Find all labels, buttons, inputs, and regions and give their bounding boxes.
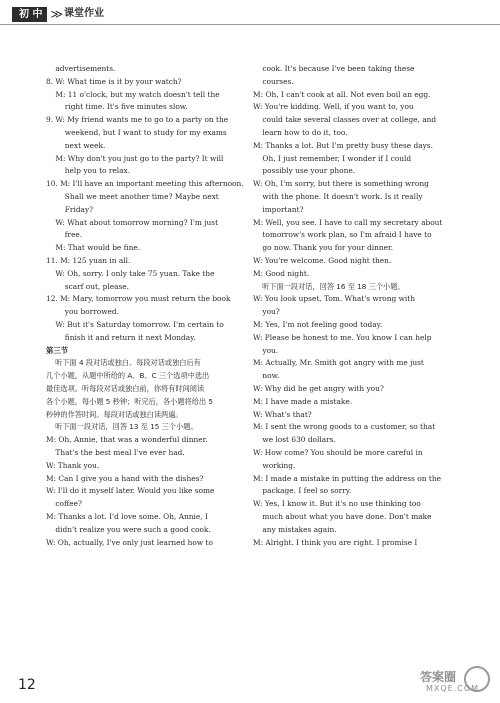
transcript-line: M: That would be fine. <box>46 243 141 253</box>
transcript-line: M: Alright. I think you are right. I promise I <box>253 537 418 547</box>
transcript-line: 秒钟的作答时间。每段对话或独白读两遍。 <box>46 409 183 419</box>
transcript-line: possibly use your phone. <box>253 166 356 176</box>
transcript-line: M: Thanks a lot. But I'm pretty busy these days. <box>253 140 433 150</box>
transcript-line: M: 11 o'clock, but my watch doesn't tell the <box>46 89 220 99</box>
transcript-line: W: You're kidding. Well, if you want to, you <box>253 102 414 112</box>
transcript-line: W: You look upset, Tom. What's wrong with <box>253 294 415 304</box>
transcript-line: coffee? <box>46 499 82 509</box>
watermark-text: 答案圈 <box>420 670 457 684</box>
transcript-line: That's the best meal I've ever had. <box>46 448 185 457</box>
transcript-line: weekend, but I want to study for my exams <box>46 128 227 137</box>
transcript-line: W: Thank you. <box>46 460 100 470</box>
transcript-line: M: Actually, Mr. Smith got angry with me just <box>253 358 424 368</box>
transcript-line: M: Oh, I can't cook at all. Not even boil an egg. <box>253 89 431 99</box>
transcript-line: M: Yes, I'm not feeling good today. <box>253 320 383 329</box>
transcript-line: help you to relax. <box>46 166 131 176</box>
transcript-line: W: Yes, I know it. But it's no use thinking too <box>253 499 421 509</box>
transcript-line: W: What's that? <box>253 409 312 419</box>
transcript-line: Friday? <box>46 204 94 214</box>
transcript-line: now. <box>253 371 280 381</box>
transcript-line: W: How come? You should be more careful in <box>253 448 423 457</box>
transcript-line: important? <box>253 204 304 214</box>
transcript-line: M: Well, you see. I have to call my secretary about <box>253 217 443 227</box>
transcript-line: W: I'll do it myself later. Would you like some <box>46 486 215 496</box>
page-number: 12 <box>18 677 36 693</box>
transcript-line: 听下面一段对话，回答 16 至 18 三个小题。 <box>253 281 405 291</box>
transcript-line: right time. It's five minutes slow. <box>46 102 188 112</box>
transcript-line: M: Can I give you a hand with the dishes? <box>46 473 204 483</box>
transcript-line: could take several classes over at college, and <box>253 115 437 125</box>
transcript-line: didn't realize you were such a good cook. <box>46 524 211 534</box>
double-chevron-icon: ≫ <box>50 7 61 21</box>
transcript-line: 最佳选项。听每段对话或独白前，你将有时间阅读 <box>46 384 205 393</box>
transcript-line: 听下面 4 段对话或独白。每段对话或独白后有 <box>46 358 201 368</box>
transcript-line: scarf out, please. <box>46 281 130 291</box>
transcript-line: 几个小题，从题中所给的 A、B、C 三个选项中选出 <box>46 371 210 381</box>
transcript-line: free. <box>46 230 83 240</box>
transcript-line: M: I made a mistake in putting the address on the <box>253 473 441 483</box>
transcript-line: with the phone. It doesn't work. Is it really <box>253 192 423 201</box>
transcript-line: working. <box>253 460 296 470</box>
transcript-line: 各个小题，每小题 5 秒钟；听完后，各小题将给出 5 <box>46 396 213 406</box>
transcript-line: finish it and return it next Monday. <box>46 332 196 342</box>
transcript-line: 12. M: Mary, tomorrow you must return the book <box>46 294 231 304</box>
transcript-line: next week. <box>46 140 106 150</box>
transcript-line: package. I feel so sorry. <box>253 486 352 496</box>
transcript-line: learn how to do it, too. <box>253 128 348 137</box>
watermark-logo <box>420 662 492 698</box>
transcript-line: advertisements. <box>46 64 116 73</box>
transcript-line: cook. It's because I've been taking these <box>253 64 415 73</box>
page-header <box>12 6 104 22</box>
header-divider <box>0 24 500 25</box>
transcript-line: W: But it's Saturday tomorrow. I'm certain to <box>46 320 224 329</box>
section-title: 课堂作业 <box>64 8 105 19</box>
transcript-line: tomorrow's work plan, so I'm afraid I have to <box>253 230 432 240</box>
transcript-line: much about what you have done. Don't make <box>253 512 432 521</box>
transcript-line: W: Oh, actually, I've only just learned how to <box>46 537 213 547</box>
transcript-line: Shall we meet another time? Maybe next <box>46 192 219 201</box>
transcript-line: we lost 630 dollars. <box>253 435 336 445</box>
watermark-subtext: MXQE.COM <box>426 684 480 693</box>
transcript-line: go now. Thank you for your dinner. <box>253 243 394 253</box>
transcript-line: you? <box>253 307 280 317</box>
transcript-line: M: Oh, Annie, that was a wonderful dinner. <box>46 435 208 445</box>
transcript-line: W: What about tomorrow morning? I'm just <box>46 217 219 227</box>
transcript-line: W: Oh, I'm sorry, but there is something wrong <box>253 179 429 189</box>
transcript-line: 9. W: My friend wants me to go to a party on the <box>46 115 229 125</box>
transcript-line: 8. W: What time is it by your watch? <box>46 76 182 86</box>
transcript-line: W: Oh, sorry. I only take 75 yuan. Take the <box>46 268 215 278</box>
transcript-line: M: I have made a mistake. <box>253 396 353 406</box>
transcript-line: 第三节 <box>46 345 69 355</box>
transcript-line: W: You're welcome. Good night then. <box>253 256 392 265</box>
transcript-line: 10. M: I'll have an important meeting this afternoon. <box>46 179 244 189</box>
transcript-line: Oh, I just remember, I wonder if I could <box>253 153 412 163</box>
transcript-line: W: Please be honest to me. You know I can help <box>253 332 432 342</box>
transcript-line: M: Why don't you just go to the party? It will <box>46 153 224 163</box>
transcript-line: W: Why did he get angry with you? <box>253 384 384 393</box>
transcript-line: you borrowed. <box>46 307 120 317</box>
transcript-line: any mistakes again. <box>253 524 337 534</box>
transcript-line: M: Thanks a lot. I'd love some. Oh, Annie, I <box>46 512 208 521</box>
grade-tag: 初 中 <box>12 7 47 22</box>
transcript-line: courses. <box>253 76 294 86</box>
transcript-line: 听下面一段对话，回答 13 至 15 三个小题。 <box>46 422 198 432</box>
transcript-line: M: I sent the wrong goods to a customer, so that <box>253 422 436 432</box>
transcript-line: M: Good night. <box>253 268 310 278</box>
transcript-line: 11. M: 125 yuan in all. <box>46 256 131 265</box>
transcript-line: you. <box>253 345 279 355</box>
